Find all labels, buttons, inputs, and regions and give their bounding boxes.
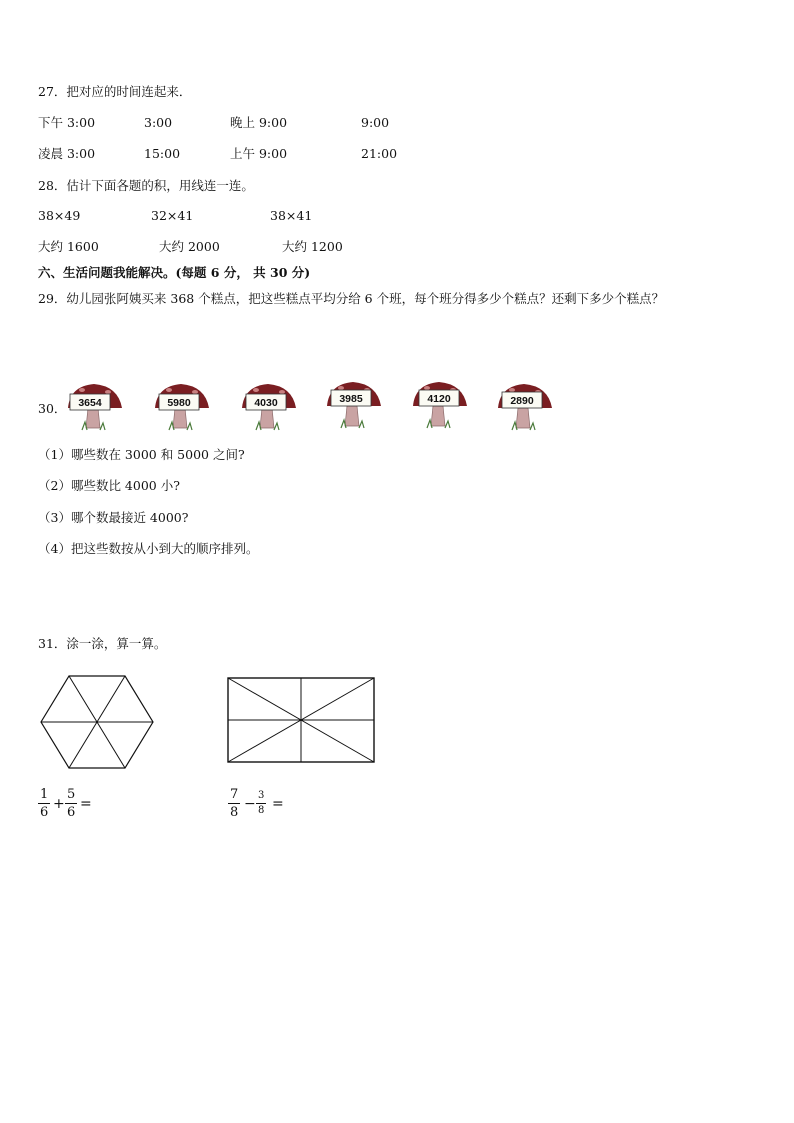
equals-sign: =: [80, 796, 92, 812]
q31-title: 31．涂一涂，算一算。: [38, 636, 167, 651]
mushroom-2: [151, 380, 211, 432]
q27-left-2: 凌晨 3:00: [38, 146, 96, 161]
q28-est-1: 大约 1600: [38, 239, 99, 254]
mushroom-5: [409, 378, 469, 430]
q30-sub-1: （1）哪些数在 3000 和 5000 之间?: [38, 447, 245, 462]
q27-far-2: 21:00: [361, 146, 398, 161]
q27-mid-2: 15:00: [144, 146, 181, 161]
mushroom-2-label: 5980: [167, 397, 191, 409]
fraction-denominator: 8: [258, 805, 265, 816]
section-6-heading: 六、生活问题我能解决。(每题 6 分， 共 30 分): [38, 265, 311, 280]
equals-sign: =: [272, 796, 284, 812]
q27-left-1: 下午 3:00: [38, 115, 96, 130]
q30-sub-2: （2）哪些数比 4000 小?: [38, 478, 180, 493]
q30-sub-4: （4）把这些数按从小到大的顺序排列。: [38, 541, 259, 556]
mushroom-5-label: 4120: [427, 393, 451, 405]
q28-est-3: 大约 1200: [282, 239, 343, 254]
q27-right-2: 上午 9:00: [230, 146, 288, 161]
q28-est-2: 大约 2000: [159, 239, 220, 254]
fraction-7-8: [228, 788, 240, 819]
fraction-numerator: 1: [40, 787, 49, 802]
fraction-1-6: [38, 788, 50, 819]
fraction-numerator: 3: [256, 791, 266, 804]
fraction-denominator: 6: [67, 805, 76, 820]
fraction-3-8: [256, 791, 266, 816]
q30-label: 30．: [38, 401, 67, 416]
mushroom-3-label: 4030: [254, 397, 278, 409]
rectangle-figure: [226, 676, 376, 764]
mushroom-6-label: 2890: [510, 395, 534, 407]
q28-expr-1: 38×49: [38, 208, 81, 223]
q28-expr-2: 32×41: [151, 208, 194, 223]
q27-far-1: 9:00: [361, 115, 390, 130]
q27-right-1: 晚上 9:00: [230, 115, 288, 130]
mushroom-6: [494, 380, 554, 432]
minus-sign: −: [244, 796, 256, 812]
q27-title: 27．把对应的时间连起来．: [38, 84, 192, 99]
fraction-denominator: 6: [40, 805, 49, 820]
mushroom-4: [323, 378, 383, 430]
mushroom-3: [238, 380, 298, 432]
fraction-numerator: 5: [67, 787, 76, 802]
mushroom-1-label: 3654: [78, 397, 102, 409]
fraction-5-6: [65, 788, 77, 819]
mushroom-1: [64, 380, 124, 432]
q30-sub-3: （3）哪个数最接近 4000?: [38, 510, 189, 525]
q28-title: 28．估计下面各题的积，用线连一连。: [38, 178, 254, 193]
mushroom-4-label: 3985: [339, 393, 363, 405]
fraction-numerator: 7: [230, 787, 239, 802]
q28-expr-3: 38×41: [270, 208, 313, 223]
plus-sign: +: [53, 796, 65, 812]
q29-text: 29．幼儿园张阿姨买来 368 个糕点，把这些糕点平均分给 6 个班，每个班分得多少个糕点？还剩下多少个糕点？: [38, 291, 665, 306]
q27-mid-1: 3:00: [144, 115, 173, 130]
hexagon-figure: [38, 674, 156, 770]
fraction-denominator: 8: [230, 805, 239, 820]
